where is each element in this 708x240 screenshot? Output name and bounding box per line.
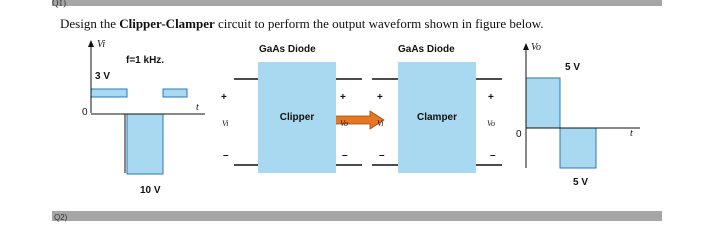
svg-text:–: – [223, 150, 229, 161]
input-positive-pulse-2 [163, 89, 187, 97]
svg-text:–: – [342, 150, 348, 161]
clipper-input-terminal: Vi [222, 119, 229, 128]
question-emphasis: Clipper-Clamper [119, 16, 215, 31]
svg-text:–: – [490, 150, 496, 161]
clipper-block [258, 62, 336, 173]
question-suffix: circuit to perform the output waveform shown in figure below. [214, 16, 544, 31]
output-axis-label: Vo [531, 42, 541, 53]
input-positive-pulse-1 [91, 89, 127, 97]
svg-text:+: + [488, 92, 494, 103]
input-negative-level: 10 V [140, 185, 161, 196]
output-negative-level: 5 V [573, 177, 589, 188]
question-prefix: Design the [60, 16, 120, 31]
input-origin-label: 0 [82, 107, 88, 118]
clipper-diode-label: GaAs Diode [259, 44, 316, 55]
input-axis-arrow [88, 40, 94, 47]
svg-text:+: + [221, 92, 227, 103]
output-negative-pulse [560, 128, 596, 168]
cut-off-label-bottom: Q2) [54, 213, 68, 222]
input-frequency-label: f=1 kHz. [126, 55, 165, 66]
cut-off-label-top: Q1) [52, 0, 66, 8]
clamper-block [398, 62, 476, 173]
bottom-divider [52, 211, 662, 221]
input-axis-label: Vi [97, 39, 106, 50]
svg-text:+: + [377, 92, 383, 103]
output-positive-level: 5 V [565, 62, 581, 73]
clipper-output-terminal: Vo [340, 119, 348, 128]
clamper-output-terminal: Vo [487, 119, 495, 128]
output-time-label: t [630, 128, 633, 139]
input-positive-level: 3 V [95, 71, 111, 82]
output-waveform [523, 43, 640, 168]
output-positive-pulse [526, 78, 560, 128]
clamper-input-terminal: Vi [377, 119, 384, 128]
output-axis-arrow [523, 43, 529, 50]
input-time-label: t [196, 102, 199, 113]
svg-text:+: + [340, 92, 346, 103]
clipper-label: Clipper [279, 112, 315, 123]
input-negative-pulse [127, 114, 163, 174]
clamper-label: Clamper [416, 112, 457, 123]
clamper-diode-label: GaAs Diode [398, 44, 455, 55]
output-origin-label: 0 [516, 129, 522, 140]
svg-text:–: – [379, 150, 385, 161]
